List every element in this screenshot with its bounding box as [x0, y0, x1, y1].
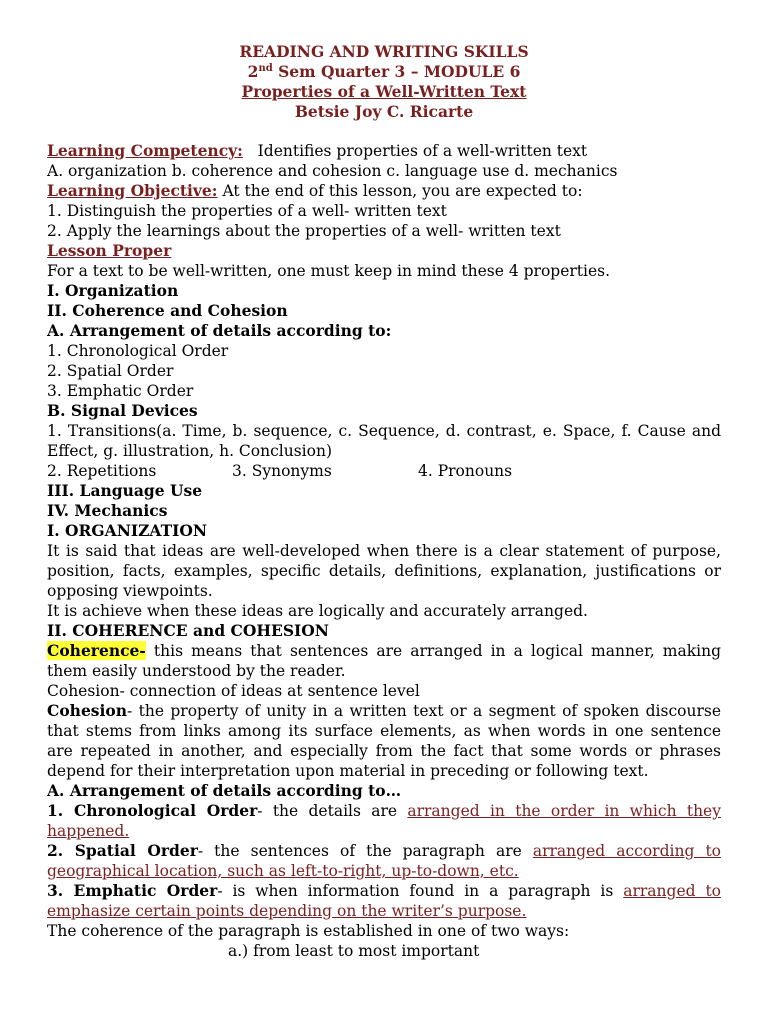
objective-item: 1. Distinguish the properties of a well- written text [47, 202, 447, 220]
document-header [47, 42, 721, 122]
outline-language-use: III. Language Use [47, 481, 203, 500]
outline-organization: I. Organization [47, 281, 179, 300]
outline-devices-row: 2. Repetitions 3. Synonyms 4. Pronouns [47, 462, 513, 480]
outline-coherence: II. Coherence and Cohesion [47, 301, 288, 320]
outline-signal-devices: B. Signal Devices [47, 401, 198, 420]
outline-item: 2. Spatial Order [47, 362, 174, 380]
document-body [47, 141, 721, 961]
cohesion-short: Cohesion- connection of ideas at sentence level [47, 682, 420, 700]
outline-item: 3. Emphatic Order [47, 382, 194, 400]
competency-line: Learning Competency: Identifies properties of a well-written text [47, 141, 588, 160]
lesson-proper-heading: Lesson Proper [47, 241, 172, 260]
document-title: READING AND WRITING SKILLS [239, 42, 529, 61]
organization-paragraph: It is said that ideas are well-developed when there is a clear statement of purpose, position, facts, examples, specific details, definitions, explanation, justifications or opposing viewpoints. [47, 542, 721, 600]
coherence-heading: II. COHERENCE and COHESION [47, 621, 329, 640]
objective-line: Learning Objective: At the end of this lesson, you are expected to: [47, 181, 583, 200]
objective-label: Learning Objective: [47, 181, 218, 200]
coherence-definition: Coherence- this means that sentences are arranged in a logical manner, making them easily understood by the reader. [47, 641, 721, 680]
competency-items: A. organization b. coherence and cohesion c. language use d. mechanics [47, 162, 618, 180]
lesson-intro: For a text to be well-written, one must keep in mind these 4 properties. [47, 262, 611, 280]
objective-item: 2. Apply the learnings about the properties of a well- written text [47, 222, 561, 240]
module-line: 2nd Sem Quarter 3 – MODULE 6 [247, 62, 521, 81]
organization-paragraph-2: It is achieve when these ideas are logically and accurately arranged. [47, 602, 588, 620]
module-subtitle: Properties of a Well-Written Text [241, 82, 527, 101]
spatial-definition: 2. Spatial Order- the sentences of the paragraph are arranged according to geographical location, such as left-to-right, up-to-down, etc. [47, 841, 722, 880]
outline-transitions: 1. Transitions(a. Time, b. sequence, c. Sequence, d. contrast, e. Space, f. Cause and Effect, g. illustration, h. Conclusion) [47, 422, 721, 460]
emphatic-definition: 3. Emphatic Order- is when information found in a paragraph is arranged to emphasize certain points depending on the writer’s purpose. [47, 881, 722, 920]
chronological-definition: 1. Chronological Order- the details are arranged in the order in which they happened. [47, 801, 721, 840]
outline-arrangement: A. Arrangement of details according to: [47, 321, 392, 340]
coherence-ways: The coherence of the paragraph is established in one of two ways: [47, 922, 570, 940]
organization-heading: I. ORGANIZATION [47, 521, 208, 540]
author-name: Betsie Joy C. Ricarte [294, 102, 474, 121]
cohesion-definition: Cohesion- the property of unity in a written text or a segment of spoken discourse that stems from links among its surface elements, as when words in one sentence are repeated in another, and especially from the fact that some words or phrases depend for their interpretation upon material in preceding or following text. [47, 701, 721, 780]
competency-label: Learning Competency: [47, 141, 243, 160]
coherence-term-highlight: Coherence- [47, 641, 146, 660]
outline-item: 1. Chronological Order [47, 342, 229, 360]
arrangement-heading: A. Arrangement of details according to… [47, 781, 402, 800]
coherence-way-a: a.) from least to most important [228, 942, 480, 960]
outline-mechanics: IV. Mechanics [47, 501, 168, 520]
